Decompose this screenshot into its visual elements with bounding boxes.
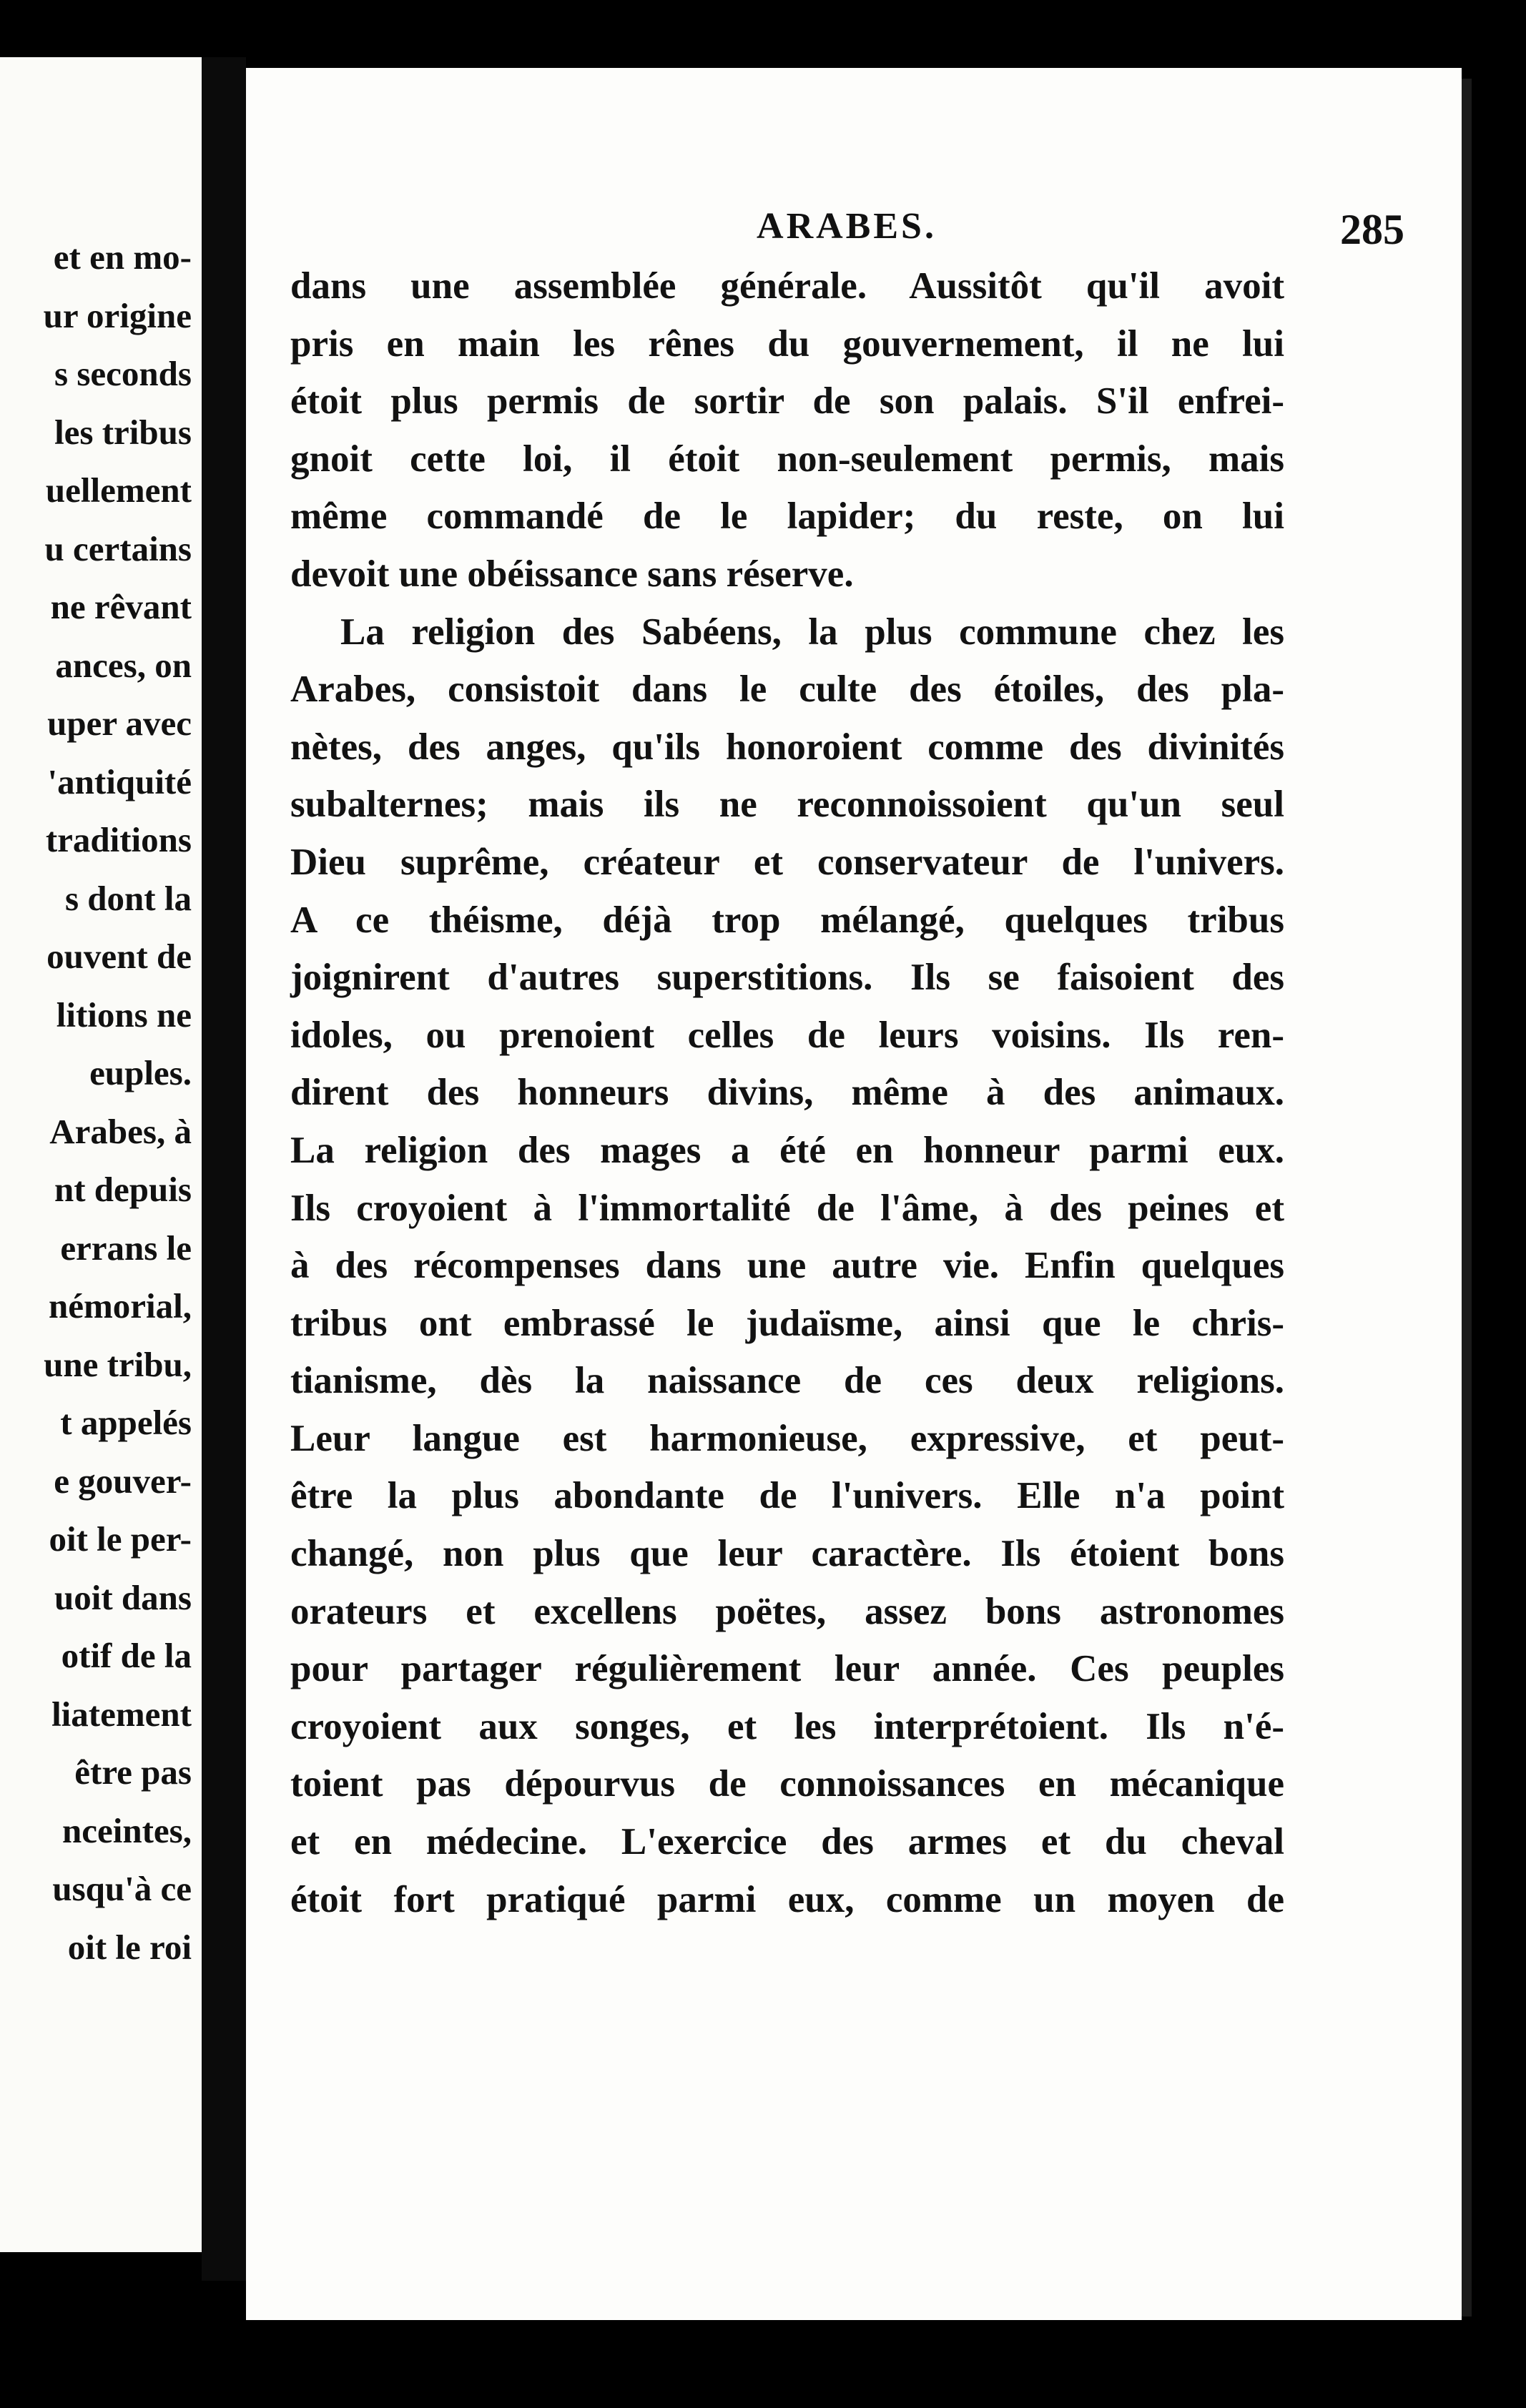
text-line: dans une assemblée générale. Aussitôt qu'il avoit [290, 265, 1284, 307]
facing-page-line: oit le per- [49, 1519, 192, 1559]
facing-page-line: usqu'à ce [52, 1869, 192, 1908]
text-line: nètes, des anges, qu'ils honoroient comme des divinités [290, 726, 1284, 768]
facing-page-line: t appelés [60, 1403, 192, 1442]
facing-page-line: oit le roi [67, 1927, 192, 1967]
facing-page-line: ances, on [55, 645, 192, 685]
facing-page-line: être pas [74, 1752, 192, 1792]
text-line: être la plus abondante de l'univers. Elle n'a point [290, 1475, 1284, 1517]
facing-page-line: s seconds [54, 354, 192, 393]
text-line: A ce théisme, déjà trop mélangé, quelques tribus [290, 899, 1284, 941]
facing-page-line: otif de la [61, 1636, 192, 1675]
text-line: Ils croyoient à l'immortalité de l'âme, à des peines et [290, 1187, 1284, 1229]
facing-page-line: nceintes, [62, 1810, 192, 1850]
facing-page-line: et en mo- [53, 237, 192, 277]
text-line: et en médecine. L'exercice des armes et du cheval [290, 1821, 1284, 1863]
body-text [290, 257, 1284, 1928]
page [246, 68, 1462, 2320]
facing-page-line: les tribus [54, 412, 192, 452]
facing-page-line: 'antiquité [47, 761, 192, 801]
text-line: dirent des honneurs divins, même à des animaux. [290, 1072, 1284, 1114]
text-line: étoit plus permis de sortir de son palais. S'il enfrei- [290, 380, 1284, 423]
page-edge [1462, 79, 1472, 2316]
facing-page-line: traditions [45, 820, 192, 859]
text-line: toient pas dépourvus de connoissances en mécanique [290, 1763, 1284, 1805]
facing-page-line: errans le [60, 1228, 192, 1268]
facing-page-line: u certains [44, 528, 192, 568]
facing-page-line: liatement [51, 1694, 192, 1734]
text-line: croyoient aux songes, et les interprétoient. Ils n'é- [290, 1705, 1284, 1747]
text-line: gnoit cette loi, il étoit non-seulement permis, mais [290, 438, 1284, 480]
text-line: La religion des Sabéens, la plus commune chez les [340, 611, 1284, 653]
text-line: à des récompenses dans une autre vie. Enfin quelques [290, 1245, 1284, 1287]
facing-page-line: Arabes, à [49, 1111, 192, 1151]
text-line: orateurs et excellens poëtes, assez bons astronomes [290, 1590, 1284, 1632]
facing-page-line: e gouver- [54, 1461, 192, 1501]
book-gutter [202, 57, 246, 2281]
facing-page-line: euples. [89, 1053, 192, 1092]
text-line: idoles, ou prenoient celles de leurs voisins. Ils ren- [290, 1014, 1284, 1056]
running-title: ARABES. [757, 206, 937, 247]
text-line: tianisme, dès la naissance de ces deux religions. [290, 1360, 1284, 1402]
text-line: pour partager régulièrement leur année. Ces peuples [290, 1648, 1284, 1690]
running-head [289, 205, 1404, 255]
text-line: changé, non plus que leur caractère. Ils étoient bons [290, 1533, 1284, 1575]
text-line: Dieu suprême, créateur et conservateur de l'univers. [290, 841, 1284, 883]
page-number: 285 [1340, 206, 1404, 253]
text-line: subalternes; mais ils ne reconnoissoient qu'un seul [290, 784, 1284, 826]
facing-page-line: une tribu, [44, 1344, 192, 1384]
facing-page-line: ur origine [43, 295, 192, 335]
text-line: devoit une obéissance sans réserve. [290, 553, 854, 595]
facing-page-line: uper avec [47, 704, 192, 743]
facing-page-line: litions ne [56, 995, 192, 1035]
text-line: La religion des mages a été en honneur parmi eux. [290, 1129, 1284, 1171]
text-line: Arabes, consistoit dans le culte des étoiles, des pla- [290, 668, 1284, 711]
facing-page-line: uellement [45, 470, 192, 510]
text-line: Leur langue est harmonieuse, expressive, et peut- [290, 1417, 1284, 1459]
facing-page [0, 57, 202, 2252]
facing-page-line: némorial, [48, 1286, 192, 1326]
facing-page-line: ne rêvant [50, 587, 192, 626]
text-line: tribus ont embrassé le judaïsme, ainsi que le chris- [290, 1302, 1284, 1344]
text-line: étoit fort pratiqué parmi eux, comme un moyen de [290, 1878, 1284, 1920]
facing-page-line: nt depuis [54, 1170, 192, 1209]
text-line: pris en main les rênes du gouvernement, il ne lui [290, 322, 1284, 365]
text-line: même commandé de le lapider; du reste, on lui [290, 495, 1284, 538]
text-line: joignirent d'autres superstitions. Ils se faisoient des [290, 957, 1284, 999]
facing-page-line: uoit dans [54, 1577, 192, 1617]
facing-page-line: s dont la [64, 878, 192, 918]
facing-page-line: ouvent de [46, 937, 192, 976]
